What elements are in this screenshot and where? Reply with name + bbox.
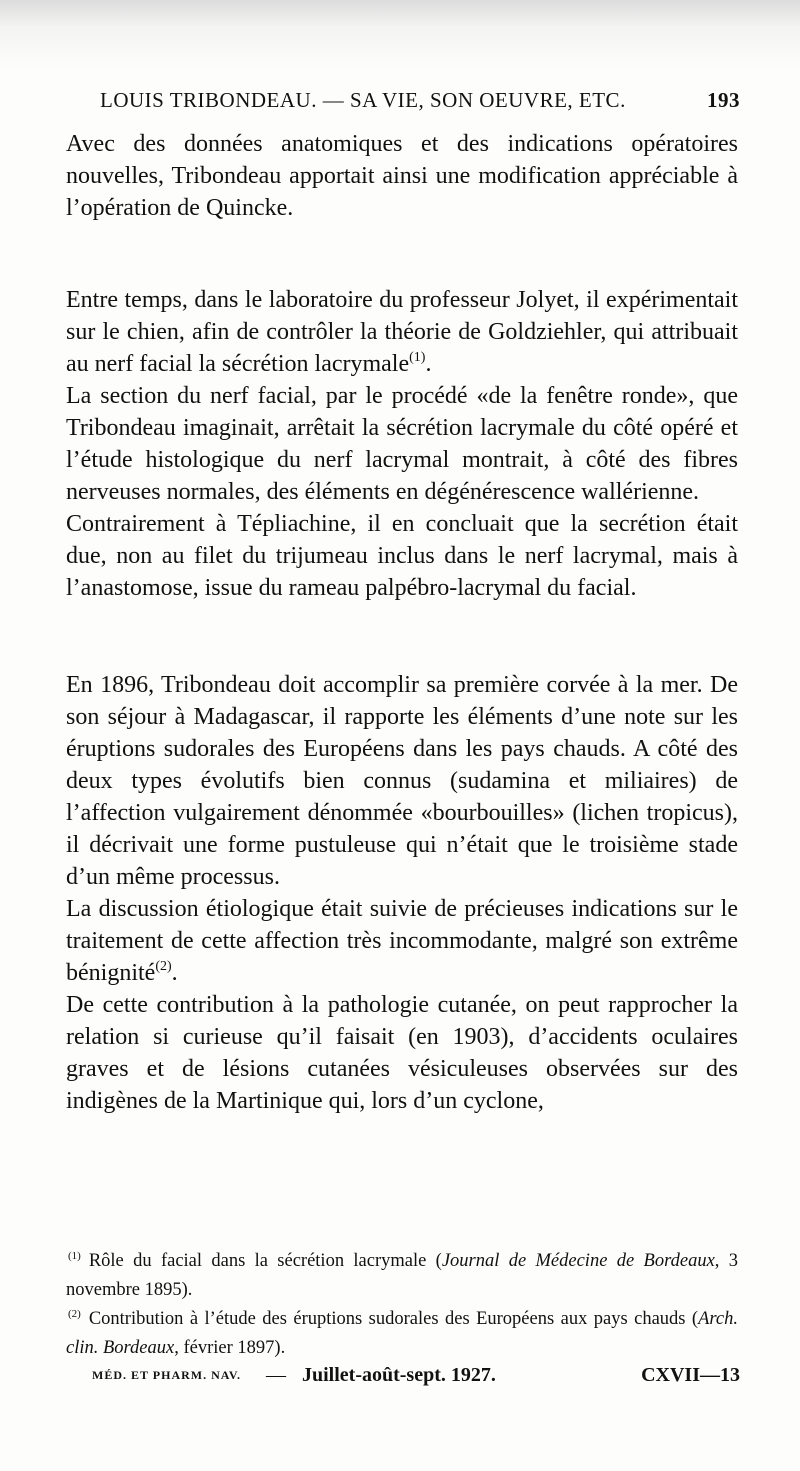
footer-dash: — bbox=[266, 1364, 286, 1386]
paragraph-text: Entre temps, dans le laboratoire du professeur Jolyet, il expérimentait sur le chien, afin de contrôler la théorie de Goldziehler, qui attribuait au nerf facial la sécrétion lacrymale bbox=[66, 287, 738, 377]
footnote-reference: (2) bbox=[155, 959, 172, 974]
footnote bbox=[66, 1247, 738, 1305]
footnote-text-end: , 3 novembre 1895). bbox=[66, 1251, 738, 1300]
running-header bbox=[100, 84, 740, 118]
paragraph: De cette contribution à la pathologie cutanée, on peut rapprocher la relation si curieuse qu’il faisait (en 1903), d’accidents oculaires graves et de lésions cutanées vésiculeuses observées sur des indigènes de la Martinique qui, lors d’un cyclone, bbox=[66, 992, 738, 1114]
footnote-mark: (1) bbox=[68, 1250, 81, 1262]
footnote-source: Arch. clin. Bordeaux bbox=[66, 1309, 738, 1358]
page-footer bbox=[92, 1364, 740, 1394]
paragraph: En 1896, Tribondeau doit accomplir sa première corvée à la mer. De son séjour à Madagascar, il rapporte les éléments d’une note sur les éruptions sudorales des Européens dans les pays chauds. A côté des deux types évolutifs bien connus (sudamina et miliaires) de l’affection vulgairement dénommée «bourbouilles» (lichen tropicus), il décrivait une forme pustuleuse qui n’était que le troisième stade d’un même processus. bbox=[66, 672, 738, 890]
scan-top-edge bbox=[0, 0, 800, 70]
paragraph: Contrairement à Tépliachine, il en concluait que la secrétion était due, non au filet du trijumeau inclus dans le nerf lacrymal, mais à l’anastomose, issue du rameau palpébro-lacrymal du facial. bbox=[66, 511, 738, 601]
paragraph-text: La discussion étiologique était suivie de précieuses indications sur le traitement de cette affection très incommodante, malgré son extrême bénignité bbox=[66, 896, 738, 986]
body-text bbox=[66, 128, 738, 1117]
issue-date: Juillet-août-sept. 1927. bbox=[302, 1364, 496, 1386]
footnote-mark: (2) bbox=[68, 1308, 81, 1320]
paragraph: Avec des données anatomiques et des indications opératoires nouvelles, Tribondeau apportait ainsi une modification appréciable à l’opération de Quincke. bbox=[66, 131, 738, 221]
footnote-text: Contribution à l’étude des éruptions sudorales des Européens aux pays chauds ( bbox=[88, 1309, 699, 1329]
signature-mark: CXVII—13 bbox=[641, 1364, 740, 1386]
paragraph-text-end: . bbox=[425, 351, 432, 377]
footnotes bbox=[66, 1247, 738, 1363]
footnote-text-end: , février 1897). bbox=[174, 1338, 286, 1358]
footnote-reference: (1) bbox=[409, 350, 426, 365]
journal-name: MÉD. ET PHARM. NAV. bbox=[92, 1368, 242, 1382]
paragraph: La section du nerf facial, par le procédé «de la fenêtre ronde», que Tribondeau imaginait, arrêtait la sécrétion lacrymale du côté opéré et l’étude histologique du nerf lacrymal montrait, à côté des fibres nerveuses normales, des éléments en dégénérescence wallérienne. bbox=[66, 383, 738, 505]
paragraph-text-end: . bbox=[171, 960, 178, 986]
paragraph bbox=[66, 893, 738, 989]
footnote bbox=[66, 1305, 738, 1363]
footnote-text: Rôle du facial dans la sécrétion lacrymale ( bbox=[88, 1251, 442, 1271]
page-number: 193 bbox=[707, 88, 740, 112]
running-title: LOUIS TRIBONDEAU. — SA VIE, SON OEUVRE, ETC. bbox=[100, 88, 626, 112]
footnote-source: Journal de Médecine de Bordeaux bbox=[441, 1251, 715, 1271]
paragraph bbox=[66, 284, 738, 380]
